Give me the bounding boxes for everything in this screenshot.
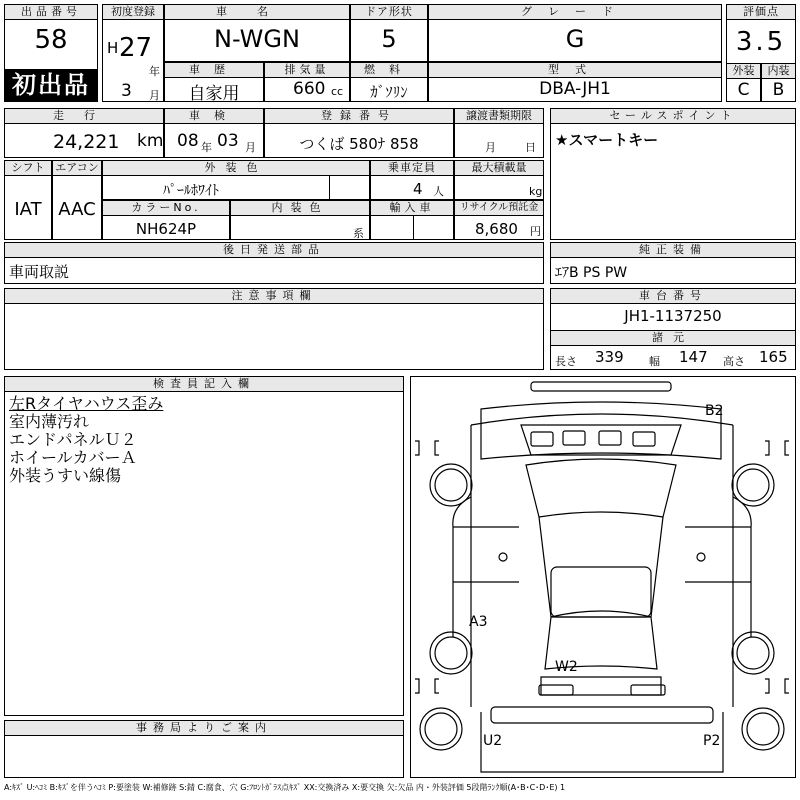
chassis-label: 車台番号 bbox=[551, 289, 795, 304]
reg-month: 3 bbox=[121, 81, 132, 101]
mileage-cell bbox=[4, 108, 164, 158]
capacity-cell bbox=[370, 160, 454, 200]
genuine-box bbox=[550, 242, 796, 284]
fuel-cell bbox=[350, 62, 428, 102]
grade-cell bbox=[428, 4, 722, 62]
history-cell bbox=[164, 62, 264, 102]
later-parts-label: 後日発送部品 bbox=[5, 243, 543, 258]
score-box bbox=[726, 4, 796, 102]
inspector-lines bbox=[9, 395, 163, 485]
ext-color-cell bbox=[102, 160, 370, 200]
mark-u2: U2 bbox=[483, 733, 503, 749]
genuine-label: 純正装備 bbox=[551, 243, 795, 258]
width: 147 bbox=[679, 348, 708, 366]
chassis-box bbox=[550, 288, 796, 370]
transfer-label: 譲渡書類期限 bbox=[455, 109, 543, 124]
car-name: N-WGN bbox=[214, 25, 300, 53]
grade-label: グレード bbox=[429, 5, 721, 20]
first-reg-label: 初度登録 bbox=[103, 5, 163, 20]
fuel-label: 燃料 bbox=[351, 63, 427, 78]
mark-a3: A3 bbox=[469, 614, 488, 630]
inspection-year-unit: 年 bbox=[201, 141, 212, 154]
car-name-label: 車名 bbox=[165, 5, 349, 20]
reg-year: 27 bbox=[119, 33, 153, 63]
transfer-month-unit: 月 bbox=[485, 141, 496, 154]
color-no-label: カラーNo. bbox=[103, 201, 229, 216]
lot-number: 58 bbox=[34, 25, 68, 55]
capacity-unit: 人 bbox=[433, 185, 444, 198]
history: 自家用 bbox=[188, 84, 240, 104]
inspector-line: エンドパネルＵ２ bbox=[9, 430, 137, 449]
inspector-line: 外装うすい線傷 bbox=[9, 466, 122, 485]
sales-point: ★スマートキー bbox=[555, 131, 659, 149]
mark-w2: W2 bbox=[555, 659, 578, 675]
inspector-line: ホイールカバーＡ bbox=[9, 448, 137, 467]
genuine-value: ｴｱB PS PW bbox=[555, 265, 628, 281]
capacity-label: 乗車定員 bbox=[371, 161, 453, 176]
car-diagram bbox=[411, 377, 794, 776]
legend: A:ｷｽﾞ U:ﾍｺﾐ B:ｷｽﾞを伴うﾍｺﾐ P:要塗装 W:補修跡 S:錆 C:腐食、穴 G:ﾌﾛﾝﾄｶﾞﾗｽ点ｷｽﾞ XX:交換済み X:要交換 欠:欠品 内・外装評価 5段階ﾗﾝｸ順(A･B･C･D･E) 1 bbox=[4, 783, 566, 792]
width-label: 幅 bbox=[649, 355, 660, 368]
inspector-label: 検査員記入欄 bbox=[5, 377, 403, 392]
inspection-label: 車検 bbox=[165, 109, 263, 124]
model-cell bbox=[428, 62, 722, 102]
int-grade: B bbox=[772, 80, 785, 100]
int-color-unit: 系 bbox=[353, 227, 364, 240]
length-label: 長さ bbox=[555, 355, 577, 368]
int-color-label: 内装色 bbox=[231, 201, 369, 216]
displacement-cell bbox=[264, 62, 350, 102]
transfer-day-unit: 日 bbox=[525, 141, 536, 154]
recycle: 8,680 bbox=[475, 220, 518, 238]
doors: 5 bbox=[381, 25, 397, 53]
shift: IAT bbox=[14, 199, 42, 220]
recycle-unit: 円 bbox=[530, 225, 541, 238]
chassis-number: JH1-1137250 bbox=[624, 307, 722, 325]
door-label: ドア形状 bbox=[351, 5, 427, 20]
later-parts-value: 車両取説 bbox=[9, 263, 70, 281]
recycle-cell bbox=[454, 200, 544, 240]
office-box bbox=[4, 720, 404, 778]
sales-box bbox=[550, 108, 796, 240]
height-label: 高さ bbox=[723, 355, 745, 368]
plate-cell bbox=[264, 108, 454, 158]
color-no-cell bbox=[102, 200, 230, 240]
ext-color-label: 外装色 bbox=[103, 161, 369, 176]
inspection-year: 08 bbox=[177, 131, 199, 151]
import-divider bbox=[413, 215, 414, 240]
inspection-month: 03 bbox=[217, 131, 239, 151]
ac: AAC bbox=[58, 199, 96, 220]
color-no: NH624P bbox=[135, 220, 197, 238]
ac-label: エアコン bbox=[53, 161, 101, 176]
plate: つくば 580ﾅ 858 bbox=[299, 135, 419, 153]
diagram-box bbox=[410, 376, 796, 778]
office-label: 事務局よりご案内 bbox=[5, 721, 403, 736]
shift-cell bbox=[4, 160, 52, 240]
height: 165 bbox=[759, 348, 788, 366]
transfer-cell bbox=[454, 108, 544, 158]
doors-cell bbox=[350, 4, 428, 62]
load-unit: kg bbox=[529, 185, 543, 198]
length: 339 bbox=[595, 348, 624, 366]
capacity: 4 bbox=[413, 180, 423, 198]
displacement-label: 排気量 bbox=[265, 63, 349, 78]
displacement: 660 bbox=[293, 79, 326, 99]
inspection-month-unit: 月 bbox=[245, 141, 256, 154]
mileage-unit: km bbox=[137, 131, 164, 151]
year-unit: 年 bbox=[149, 65, 160, 78]
inspection-cell bbox=[164, 108, 264, 158]
later-parts-box bbox=[4, 242, 544, 284]
ac-cell bbox=[52, 160, 102, 240]
import-label: 輸入車 bbox=[371, 201, 453, 216]
ext-color: ﾊﾟｰﾙﾎﾜｲﾄ bbox=[163, 183, 219, 199]
notes-label: 注意事項欄 bbox=[5, 289, 543, 304]
ext-color-divider bbox=[329, 175, 330, 200]
ext-grade: C bbox=[737, 80, 750, 100]
lot-box bbox=[4, 4, 98, 102]
sales-label: セールスポイント bbox=[551, 109, 795, 124]
shift-label: シフト bbox=[5, 161, 51, 176]
month-unit: 月 bbox=[149, 89, 160, 102]
score-label: 評価点 bbox=[727, 5, 795, 20]
lot-label: 出品番号 bbox=[5, 5, 97, 20]
mileage-label: 走行 bbox=[5, 109, 163, 124]
car-name-cell bbox=[164, 4, 350, 62]
mark-b2: B2 bbox=[705, 403, 724, 419]
load-label: 最大積載量 bbox=[455, 161, 543, 176]
notes-box bbox=[4, 288, 544, 370]
model-label: 型式 bbox=[429, 63, 721, 78]
model: DBA-JH1 bbox=[539, 79, 611, 99]
first-listing-badge: 初出品 bbox=[5, 69, 97, 101]
inspector-line: 室内薄汚れ bbox=[9, 412, 90, 431]
int-label: 内装 bbox=[762, 64, 795, 79]
ext-label: 外装 bbox=[727, 64, 760, 79]
first-reg-cell bbox=[102, 4, 164, 102]
load-cell bbox=[454, 160, 544, 200]
inspector-box bbox=[4, 376, 404, 716]
int-grade-cell bbox=[761, 63, 796, 102]
inspector-line: 左Rタイヤハウス歪み bbox=[9, 394, 164, 413]
mileage: 24,221 bbox=[53, 131, 120, 153]
score: 3.5 bbox=[735, 27, 787, 57]
mark-p2: P2 bbox=[703, 733, 721, 749]
dims-label: 諸元 bbox=[551, 330, 795, 346]
history-label: 車歴 bbox=[165, 63, 263, 78]
plate-label: 登録番号 bbox=[265, 109, 453, 124]
fuel: ｶﾞｿﾘﾝ bbox=[370, 83, 408, 101]
era: H bbox=[107, 39, 119, 57]
import-cell bbox=[370, 200, 454, 240]
displacement-unit: cc bbox=[331, 85, 344, 98]
ext-grade-cell bbox=[726, 63, 761, 102]
grade: G bbox=[565, 25, 585, 53]
recycle-label: リサイクル預託金 bbox=[455, 201, 543, 216]
int-color-cell bbox=[230, 200, 370, 240]
